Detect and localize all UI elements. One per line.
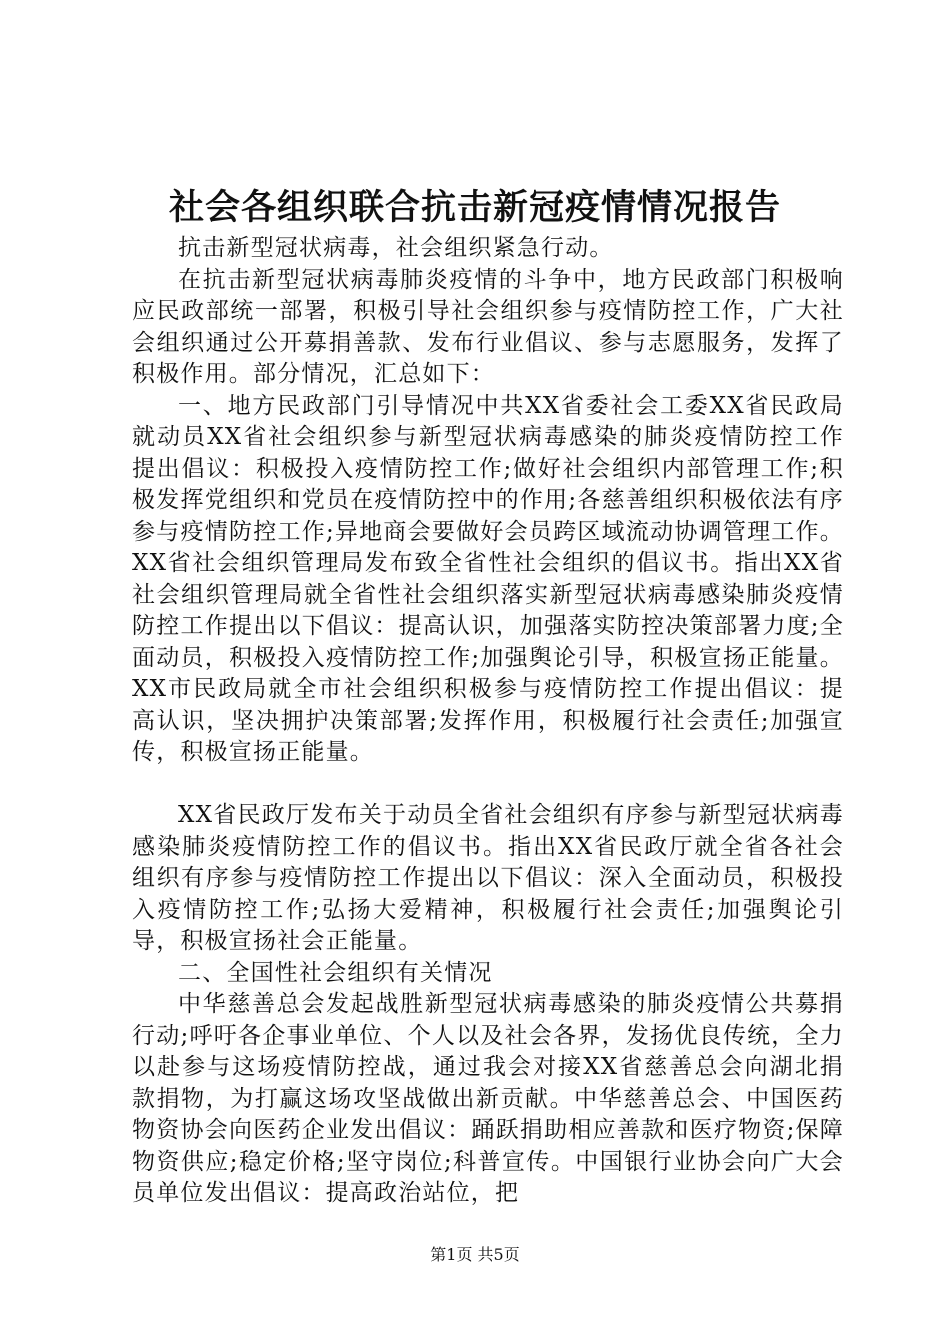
section-heading-2: 二、全国性社会组织有关情况 xyxy=(178,959,493,986)
document-body xyxy=(132,233,844,1210)
paragraph-2: 在抗击新型冠状病毒肺炎疫情的斗争中，地方民政部门积极响应民政部统一部署，积极引导社会组织参与疫情防控工作，广大社会组织通过公开募捐善款、发布行业倡议、参与志愿服务，发挥了积极作用。部分情况，汇总如下： xyxy=(132,266,844,387)
page-footer: 第1页 共5页 xyxy=(430,1245,520,1264)
paragraph-4: XX省民政厅发布关于动员全省社会组织有序参与新型冠状病毒感染肺炎疫情防控工作的倡议书。指出XX省民政厅就全省各社会组织有序参与疫情防控工作提出以下倡议：深入全面动员，积极投入疫情防控工作;弘扬大爱精神，积极履行社会责任;加强舆论引导，积极宣扬社会正能量。 xyxy=(132,802,844,954)
paragraph-3: 一、地方民政部门引导情况中共XX省委社会工委XX省民政局就动员XX省社会组织参与新型冠状病毒感染的肺炎疫情防控工作提出倡议：积极投入疫情防控工作;做好社会组织内部管理工作;积极发挥党组织和党员在疫情防控中的作用;各慈善组织积极依法有序参与疫情防控工作;异地商会要做好会员跨区域流动协调管理工作。XX省社会组织管理局发布致全省性社会组织的倡议书。指出XX省社会组织管理局就全省性社会组织落实新型冠状病毒感染肺炎疫情防控工作提出以下倡议：提高认识，加强落实防控决策部署力度;全面动员，积极投入疫情防控工作;加强舆论引导，积极宣扬正能量。XX市民政局就全市社会组织积极参与疫情防控工作提出倡议：提高认识，坚决拥护决策部署;发挥作用，积极履行社会责任;加强宣传，积极宣扬正能量。 xyxy=(132,392,844,765)
paragraph-6: 中华慈善总会发起战胜新型冠状病毒感染的肺炎疫情公共募捐行动;呼吁各企事业单位、个人以及社会各界，发扬优良传统，全力以赴参与这场疫情防控战，通过我会对接XX省慈善总会向湖北捐款捐物，为打赢这场攻坚战做出新贡献。中华慈善总会、中国医药物资协会向医药企业发出倡议：踊跃捐助相应善款和医疗物资;保障物资供应;稳定价格;坚守岗位;科普宣传。中国银行业协会向广大会员单位发出倡议：提高政治站位，把 xyxy=(132,991,844,1206)
paragraph-1: 抗击新型冠状病毒，社会组织紧急行动。 xyxy=(178,235,614,261)
document-title: 社会各组织联合抗击新冠疫情情况报告 xyxy=(168,187,781,228)
